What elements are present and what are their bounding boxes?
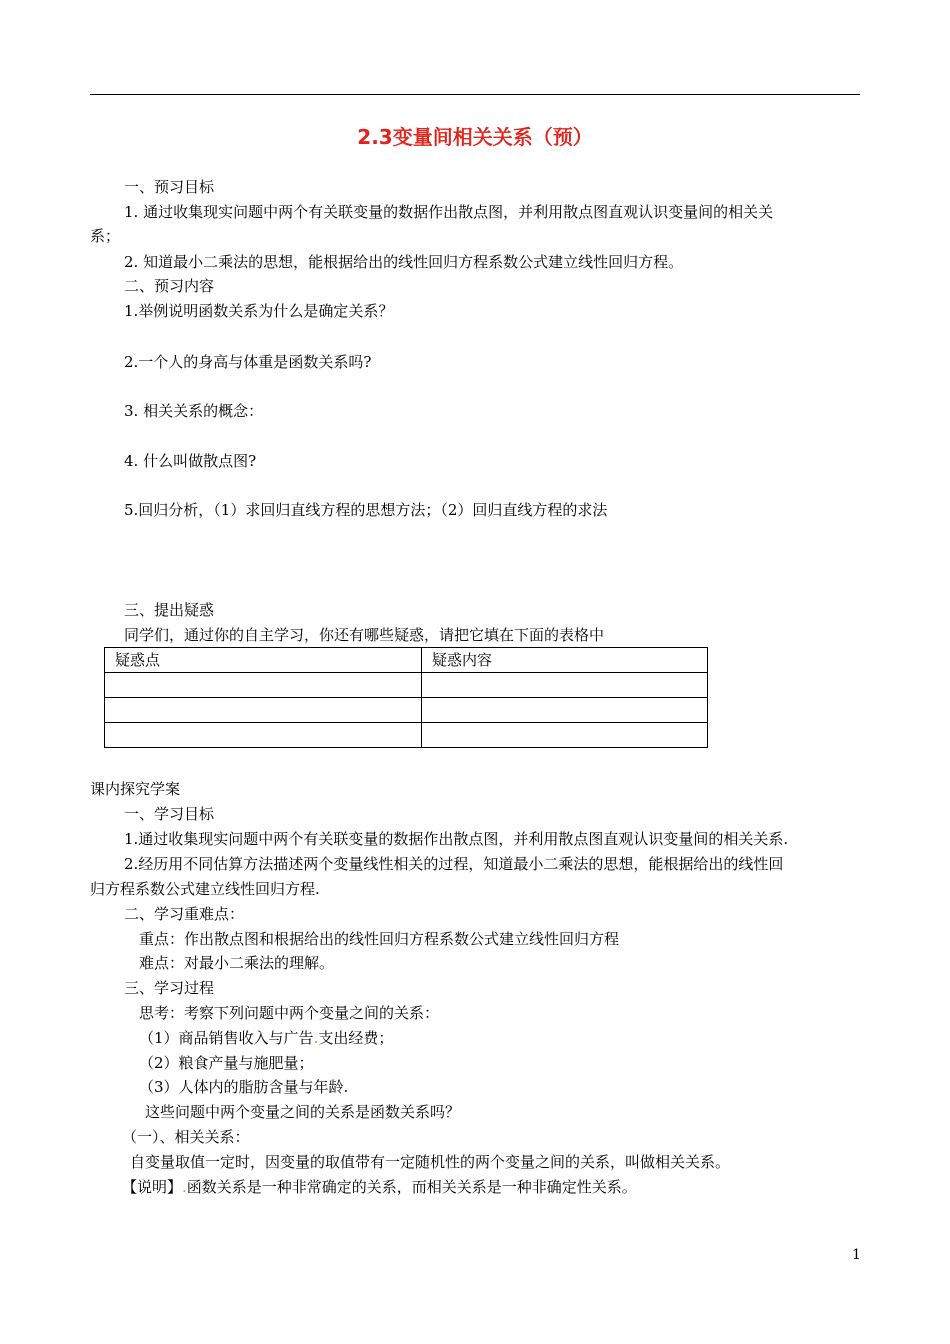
case-1 (139, 1028, 393, 1048)
think-prompt: 思考：考察下列问题中两个变量之间的关系： (139, 1004, 440, 1022)
table-header-row (105, 648, 708, 673)
inclass-goal-2: 2.经历用不同估算方法描述两个变量线性相关的过程，知道最小二乘法的思想，能根据给出的线性回 (124, 855, 784, 873)
case-1-text-a: （1）商品销售收入与广告 (139, 1029, 314, 1047)
inclass-goal-2-cont: 归方程系数公式建立线性回归方程. (90, 880, 320, 898)
preview-goal-1-cont: 系； (90, 227, 121, 245)
table-header-doubt-content: 疑惑内容 (422, 648, 708, 673)
preview-goals-heading: 一、预习目标 (124, 178, 215, 196)
case-3: （3）人体内的脂肪含量与年龄. (139, 1078, 349, 1096)
table-cell-empty[interactable] (422, 723, 708, 748)
table-cell-empty[interactable] (105, 673, 422, 698)
preview-question-4: 4. 什么叫做散点图? (124, 452, 257, 470)
preview-goal-2: 2. 知道最小二乘法的思想，能根据给出的线性回归方程系数公式建立线性回归方程。 (124, 253, 684, 271)
inclass-goals-heading: 一、学习目标 (124, 805, 215, 823)
table-row (105, 673, 708, 698)
table-cell-empty[interactable] (422, 673, 708, 698)
doubts-intro: 同学们，通过你的自主学习，你还有哪些疑惑，请把它填在下面的表格中 (124, 626, 605, 644)
inclass-heading: 课内探究学案 (90, 780, 181, 798)
inclass-goal-1: 1.通过收集现实问题中两个有关联变量的数据作出散点图，并利用散点图直观认识变量间的相关关系. (124, 830, 789, 848)
key-point: 重点：作出散点图和根据给出的线性回归方程系数公式建立线性回归方程 (139, 930, 620, 948)
note-label: 【说明】 (122, 1178, 183, 1196)
table-cell-empty[interactable] (422, 698, 708, 723)
correlation-definition: 自变量取值一定时，因变量的取值带有一定随机性的两个变量之间的关系，叫做相关关系。 (130, 1153, 731, 1171)
page-number: 1 (852, 1247, 861, 1263)
difficult-point: 难点：对最小二乘法的理解。 (139, 954, 335, 972)
table-row (105, 698, 708, 723)
note (122, 1177, 637, 1197)
preview-content-heading: 二、预习内容 (124, 277, 215, 295)
correlation-subheading: （一）、相关关系： (122, 1128, 250, 1146)
preview-question-1: 1.举例说明函数关系为什么是确定关系？ (124, 302, 394, 320)
table-cell-empty[interactable] (105, 723, 422, 748)
preview-question-2: 2.一个人的身高与体重是函数关系吗? (124, 353, 372, 371)
note-mark: . (182, 1178, 187, 1196)
note-text: 函数关系是一种非常确定的关系，而相关关系是一种非确定性关系。 (186, 1178, 637, 1196)
table-cell-empty[interactable] (105, 698, 422, 723)
case-2: （2）粮食产量与施肥量； (139, 1054, 314, 1072)
doubts-table (104, 647, 708, 748)
doubts-heading: 三、提出疑惑 (124, 601, 215, 619)
table-row (105, 723, 708, 748)
case-1-text-b: 支出经费； (318, 1029, 394, 1047)
key-points-heading: 二、学习重难点： (124, 905, 245, 923)
preview-question-5: 5.回归分析，（1）求回归直线方程的思想方法；（2）回归直线方程的求法 (124, 501, 608, 519)
process-heading: 三、学习过程 (124, 979, 215, 997)
preview-question-3: 3. 相关关系的概念： (124, 402, 264, 420)
function-question: 这些问题中两个变量之间的关系是函数关系吗？ (145, 1103, 461, 1121)
preview-goal-1: 1. 通过收集现实问题中两个有关联变量的数据作出散点图，并利用散点图直观认识变量间的相关关 (124, 203, 774, 221)
case-1-mark: . (313, 1029, 319, 1047)
table-header-doubt-point: 疑惑点 (105, 648, 422, 673)
header-rule (90, 94, 860, 95)
page-title: 2.3变量间相关关系（预） (357, 125, 593, 149)
